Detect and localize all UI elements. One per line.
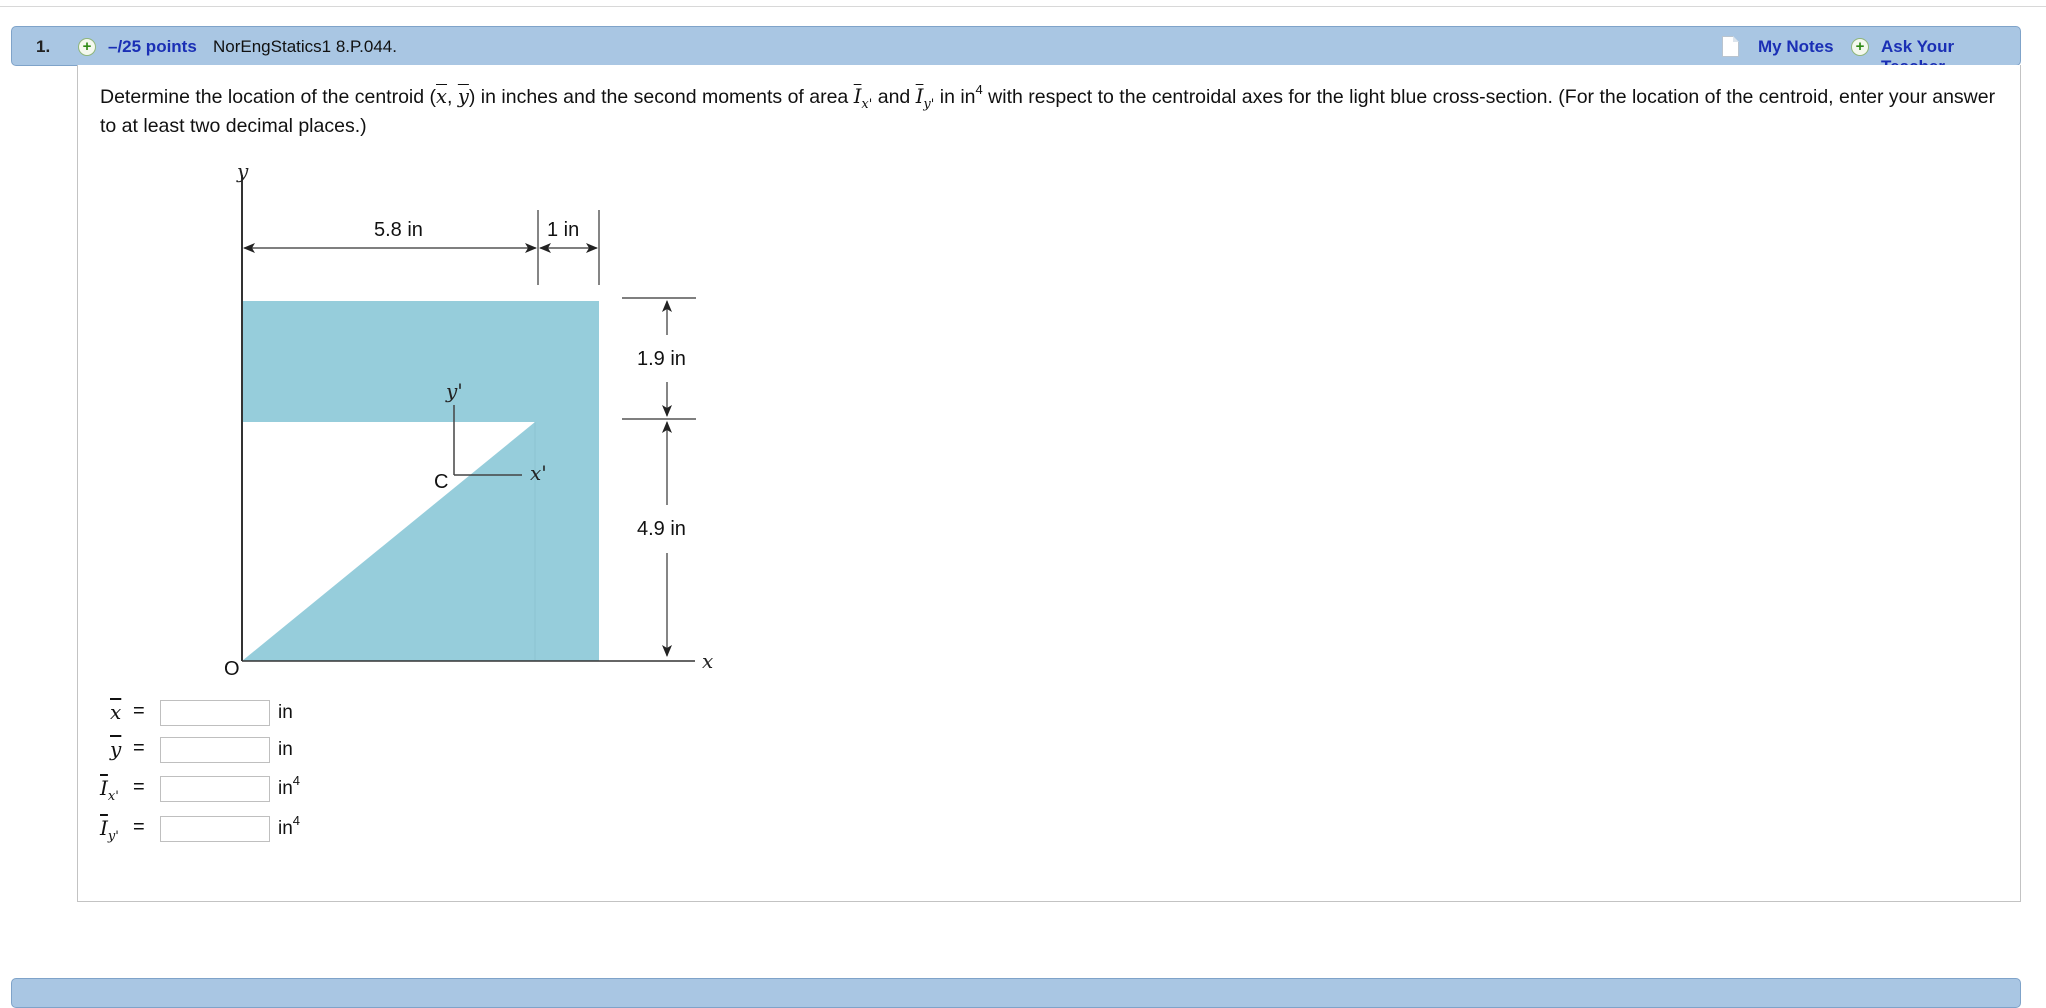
ix-symbol: $\overline{I}$	[100, 776, 108, 800]
ix-subscript: x'	[861, 97, 873, 112]
label-subscript: x'	[107, 789, 119, 804]
plus-circle-icon[interactable]: +	[1851, 38, 1869, 56]
unit-exponent: 4	[292, 813, 301, 828]
x-axis-label: x	[702, 649, 714, 673]
prompt-text: ) in inches and the second moments of area	[468, 86, 854, 108]
my-notes-link[interactable]: My Notes	[1758, 37, 1834, 56]
equals-sign: =	[133, 816, 145, 838]
dim-bottom-label: 4.9 in	[637, 518, 686, 540]
top-flange-shape	[242, 301, 599, 422]
dim-small-label: 1 in	[547, 219, 580, 241]
origin-label: O	[224, 658, 240, 680]
ix-input[interactable]	[160, 776, 270, 802]
dim-width-label: 5.8 in	[374, 219, 423, 241]
next-question-header	[11, 978, 2021, 1008]
prompt-text: with respect to the centroidal axes for the light blue cross-section. (For the location of the centroid, enter your answer to at least two decimal places.)	[100, 86, 1996, 137]
unit-label	[278, 702, 293, 724]
xbar-symbol: $\overline{x}$	[436, 85, 448, 108]
xbar-input[interactable]	[160, 700, 270, 726]
points-link[interactable]: –/25 points	[108, 37, 197, 56]
prompt-text: and	[872, 86, 916, 108]
answer-label	[100, 737, 160, 762]
unit-text: in	[278, 702, 293, 723]
answer-label	[100, 700, 160, 725]
question-code: NorEngStatics1 8.P.044.	[213, 37, 397, 56]
unit-text: in	[278, 818, 293, 839]
unit-text: in	[278, 778, 293, 799]
equals-sign: =	[133, 700, 145, 722]
answer-label	[100, 816, 160, 844]
plus-circle-icon[interactable]: +	[78, 38, 96, 56]
iy-input[interactable]	[160, 816, 270, 842]
y-prime-label: y'	[446, 379, 463, 403]
xbar-symbol: $\overline{x}$	[110, 700, 122, 724]
unit-exponent: 4	[292, 773, 301, 788]
y-axis-label: y	[237, 159, 249, 183]
ybar-symbol: $\overline{y}$	[110, 737, 122, 761]
ybar-symbol: $\overline{y}$	[457, 85, 469, 108]
unit-label	[278, 773, 301, 800]
centroid-label: C	[434, 471, 449, 493]
triangle-shape	[242, 422, 599, 661]
ask-teacher-link[interactable]: Ask Your	[1881, 37, 1955, 56]
note-page-icon[interactable]	[1722, 36, 1739, 57]
x-prime-label: x'	[530, 461, 547, 485]
iy-subscript: y'	[923, 97, 935, 112]
unit-label	[278, 813, 301, 840]
iy-symbol: $\overline{I}$	[915, 85, 924, 108]
dim-top-label: 1.9 in	[637, 348, 686, 370]
unit-text: in	[278, 739, 293, 760]
prompt-text: Determine the location of the centroid (	[100, 86, 437, 108]
equals-sign: =	[133, 776, 145, 798]
cross-section-figure	[0, 0, 760, 700]
prompt-text: ,	[447, 86, 458, 108]
equals-sign: =	[133, 737, 145, 759]
question-number: 1.	[36, 37, 51, 56]
prompt-text: in in	[934, 86, 976, 108]
ybar-input[interactable]	[160, 737, 270, 763]
label-subscript: y'	[107, 829, 119, 844]
exponent: 4	[975, 82, 983, 97]
answer-label	[100, 776, 160, 804]
unit-label	[278, 739, 293, 761]
iy-symbol: $\overline{I}$	[100, 816, 108, 840]
ix-symbol: $\overline{I}$	[853, 85, 862, 108]
